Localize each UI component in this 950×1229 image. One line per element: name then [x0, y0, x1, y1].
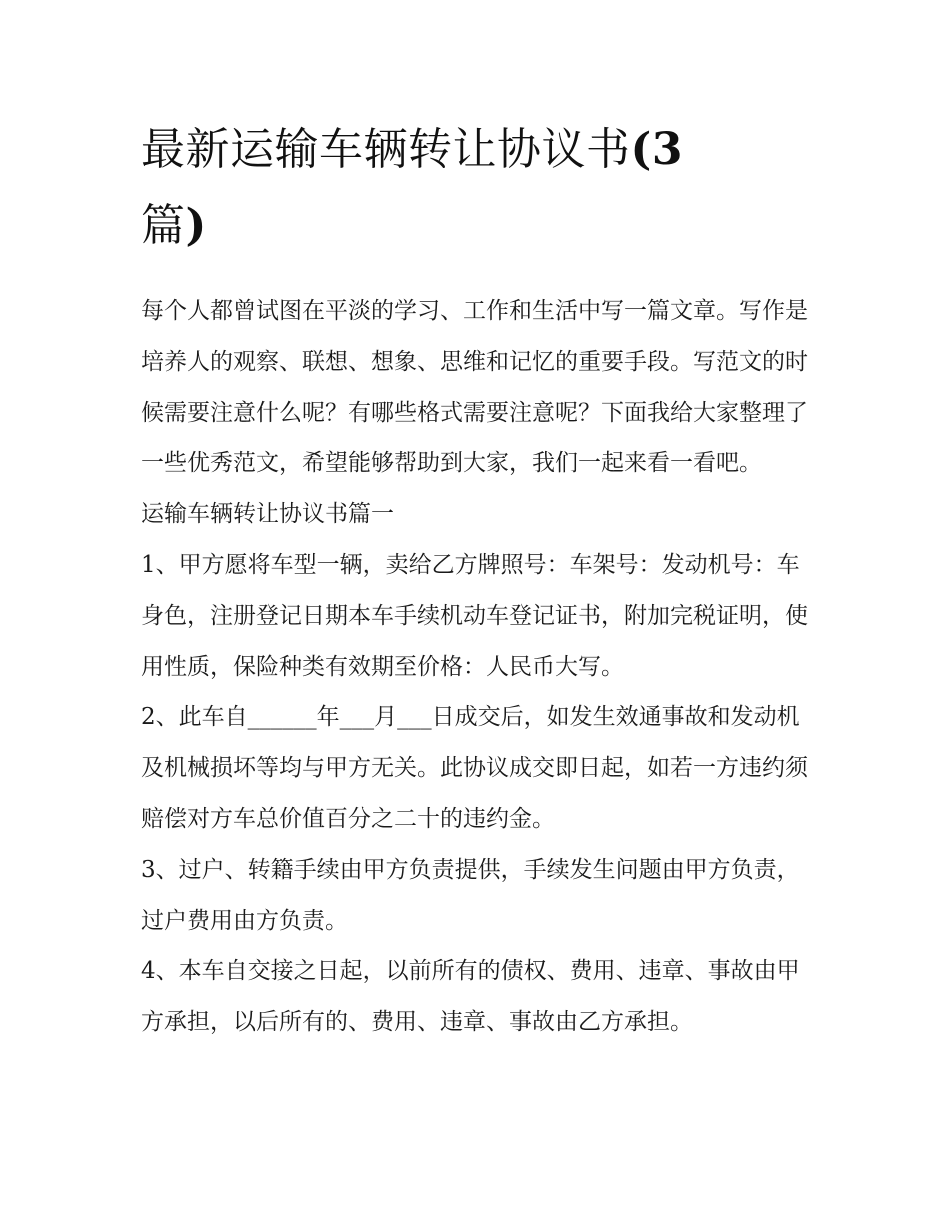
- title-tail: 篇: [141, 200, 186, 251]
- title-count-open: (3: [630, 124, 683, 175]
- clause-4: 4、本车自交接之日起，以前所有的债权、费用、违章、事故由甲方承担，以后所有的、费用、违章、事故由乙方承担。: [141, 958, 800, 1036]
- document-title: [141, 112, 741, 264]
- clause-2: 2、此车自______年___月___日成交后，如发生效通事故和发动机及机械损坏等均与甲方无关。此协议成交即日起，如若一方违约须赔偿对方车总价值百分之二十的违约金。: [141, 704, 808, 832]
- section-heading: 运输车辆转让协议书篇一: [141, 501, 394, 528]
- clause-1: 1、甲方愿将车型一辆，卖给乙方牌照号：车架号：发动机号：车身色，注册登记日期本车手续机动车登记证书，附加完税证明，使用性质，保险种类有效期至价格：人民币大写。: [141, 551, 808, 680]
- document-body: [141, 286, 813, 1048]
- clause-3: 3、过户、转籍手续由甲方负责提供，手续发生问题由甲方负责，过户费用由方负责。: [141, 856, 800, 934]
- title-count-close: ): [185, 200, 207, 251]
- document-content: [141, 112, 813, 1048]
- intro-paragraph: 每个人都曾试图在平淡的学习、工作和生活中写一篇文章。写作是培养人的观察、联想、想象、思维和记忆的重要手段。写范文的时候需要注意什么呢？有哪些格式需要注意呢？下面我给大家整理了一些优秀范文，希望能够帮助到大家，我们一起来看一看吧。: [141, 298, 808, 477]
- title-main: 最新运输车辆转让协议书: [141, 124, 631, 175]
